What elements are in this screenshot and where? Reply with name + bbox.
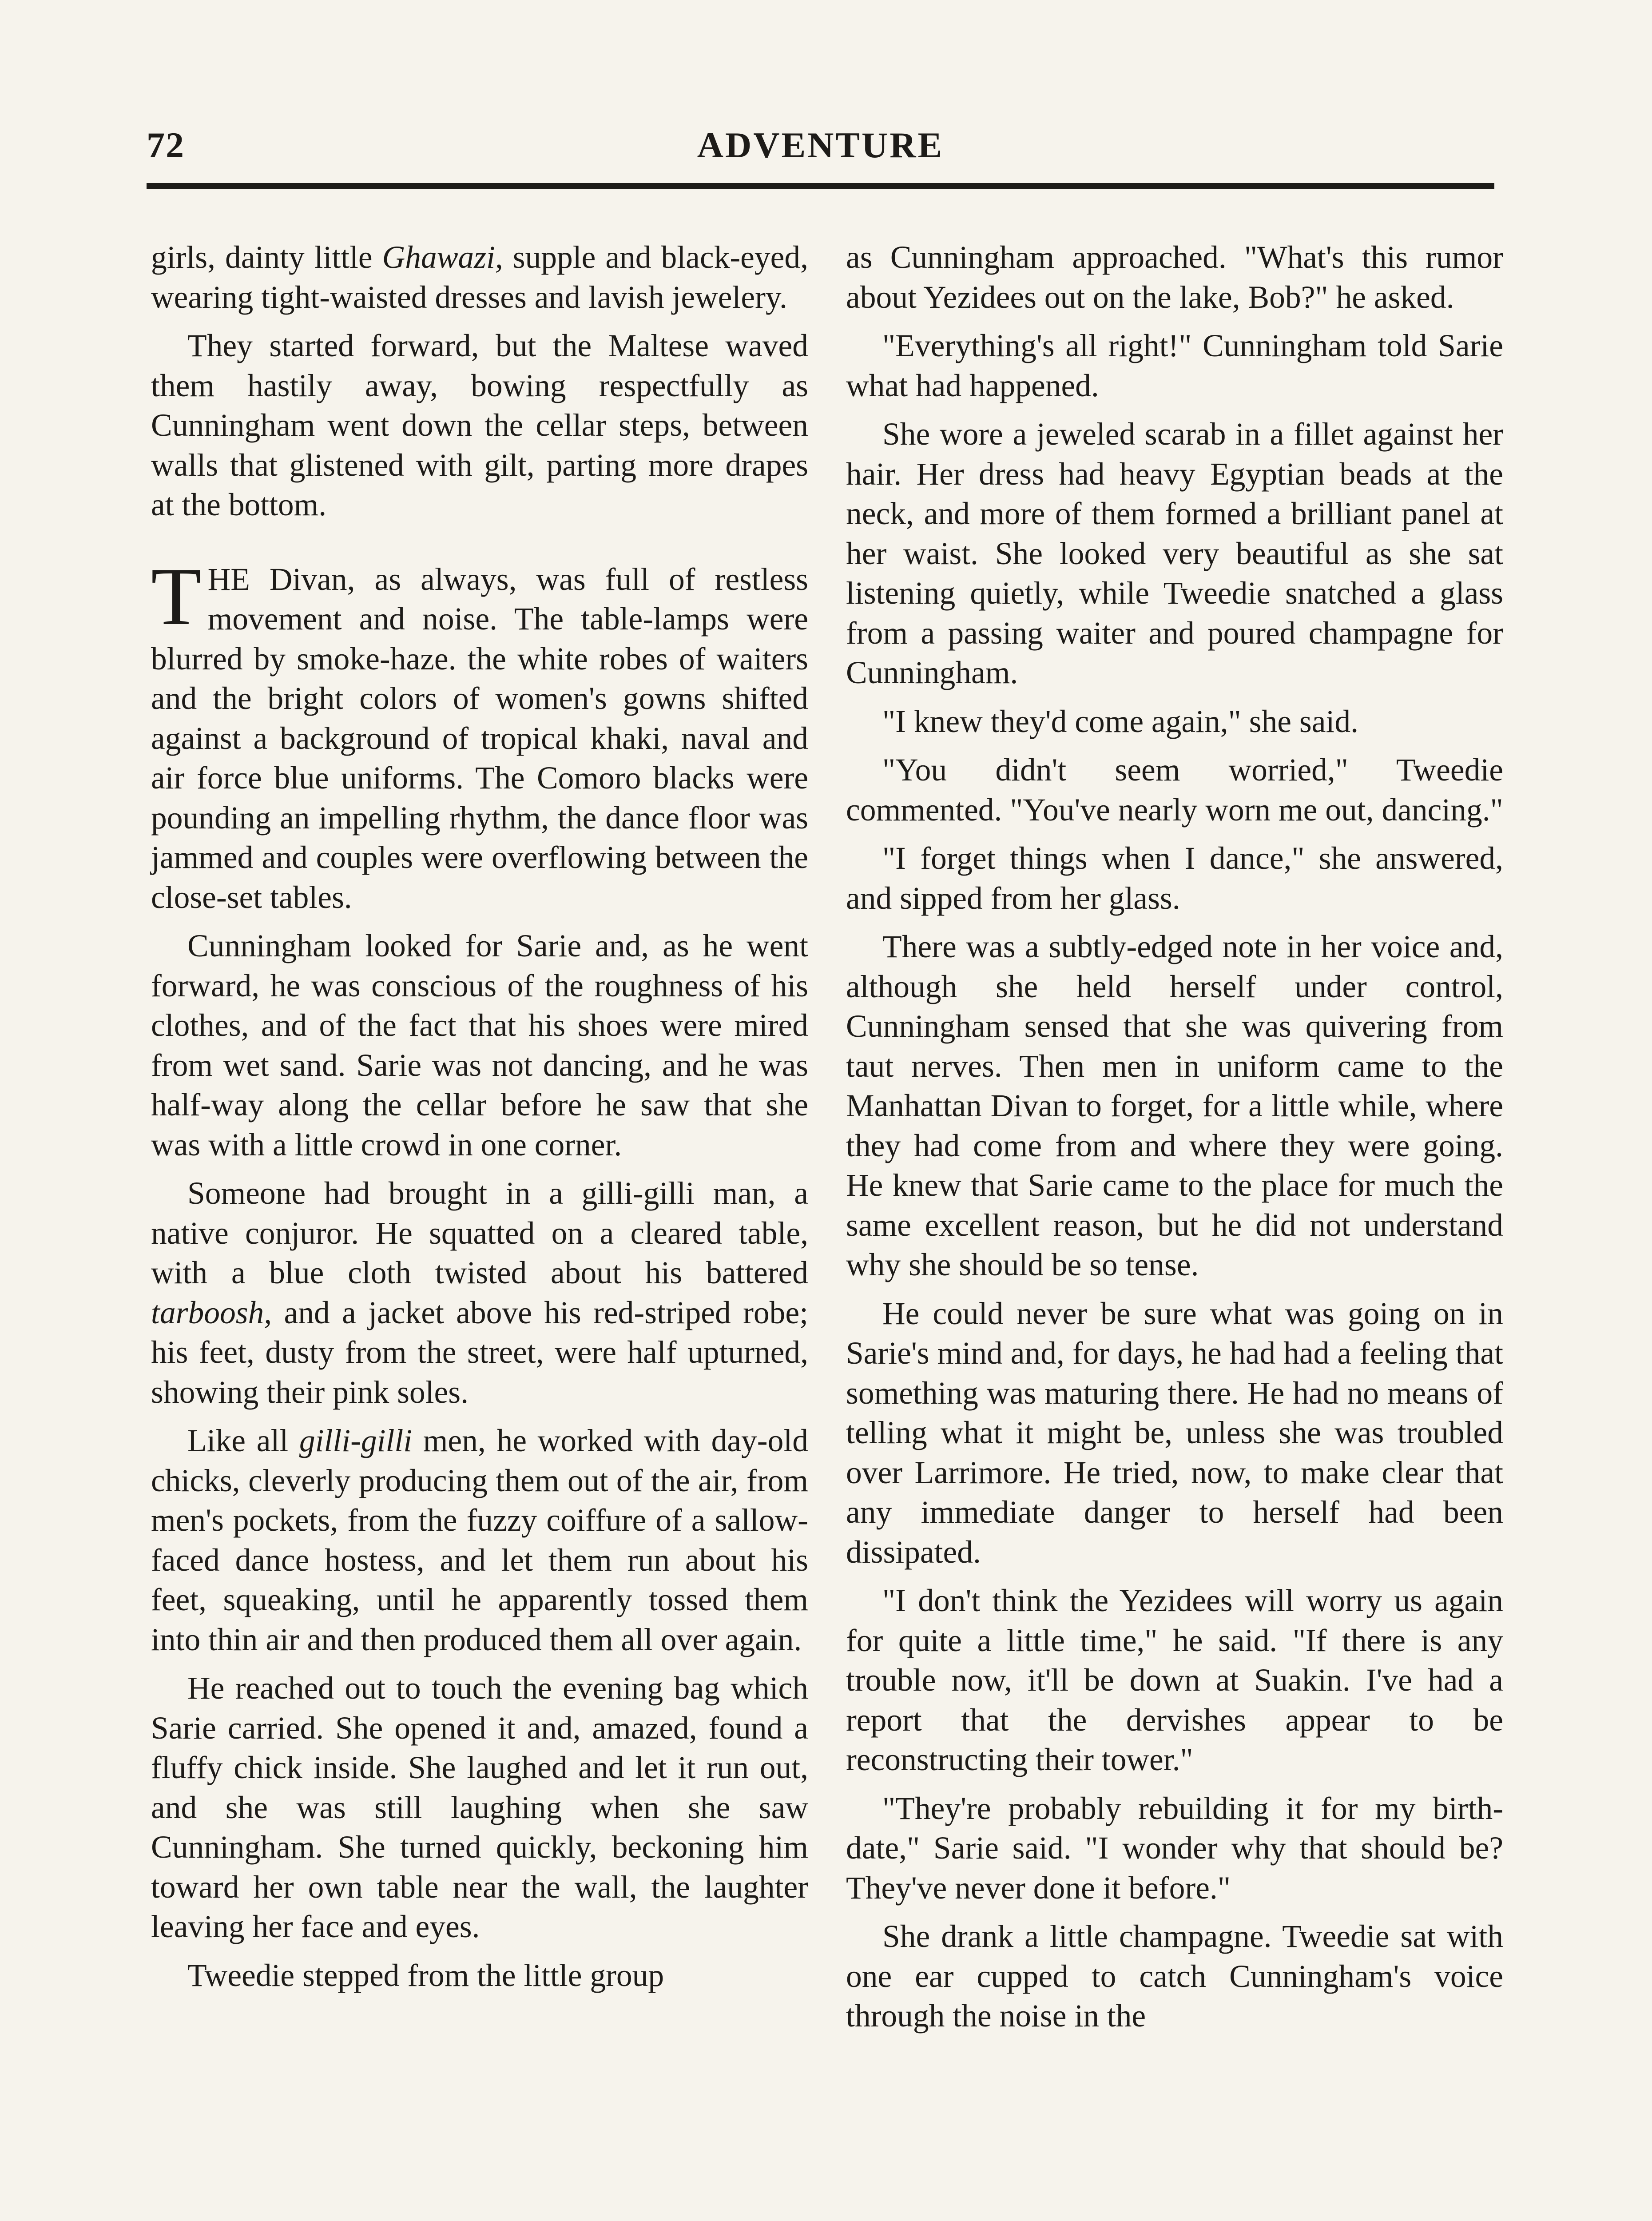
italic-term: gilli-gilli (299, 1423, 413, 1458)
paragraph: He could never be sure what was going on in Sarie's mind and, for days, he had had a feeling that something was maturing there. He had no means of telling what it might be, unless she was troubled over Larrimore. He tried, now, to make clear that any immediate danger to herself had been dissipated. (846, 1296, 1503, 1570)
paragraph: Someone had brought in a gilli-gilli man, a native conjuror. He squatted on a cleared table, with a blue cloth twisted about his battered tarboosh, and a jacket above his red-striped robe; his feet, dusty from the street, were half upturned, showing their pink soles. (151, 1176, 808, 1410)
paragraph: "I forget things when I dance," she answered, and sipped from her glass. (846, 841, 1503, 916)
paragraph: They started forward, but the Maltese waved them hastily away, bowing respectfully as Cunningham went down the cellar steps, between walls that glistened with gilt, parting more drapes at the bottom. (151, 328, 808, 522)
right-column (846, 238, 1503, 2045)
section-start-paragraph: THE Divan, as always, was full of restless movement and noise. The table-lamps were blurred by smoke-haze. the white robes of waiters and the bright colors of women's gowns shifted against a background of tropical khaki, naval and air force blue uniforms. The Comoro blacks were pounding an impelling rhythm, the dance floor was jammed and couples were overflowing between the close-set tables. (151, 550, 808, 915)
paragraph: "They're probably rebuilding it for my birth-date," Sarie said. "I wonder why that should be? They've never done it before." (846, 1791, 1503, 1906)
italic-term: Ghawazi, (382, 240, 503, 275)
paragraph: She wore a jeweled scarab in a fillet against her hair. Her dress had heavy Egyptian beads at the neck, and more of them formed a brilliant panel at her waist. She looked very beautiful as she sat listening quietly, while Tweedie snatched a glass from a passing waiter and poured champagne for Cunningham. (846, 417, 1503, 690)
running-title: ADVENTURE (697, 125, 944, 165)
paragraph: Tweedie stepped from the little group (187, 1958, 664, 1993)
paragraph: She drank a little champagne. Tweedie sat with one ear cupped to catch Cunningham's voice through the noise in the (846, 1919, 1503, 2034)
header-rule (147, 183, 1494, 189)
paragraph: as Cunningham approached. "What's this rumor about Yezidees out on the lake, Bob?" he asked. (846, 240, 1503, 315)
page-header (147, 124, 1494, 173)
paragraph: Like all gilli-gilli men, he worked with day-old chicks, cleverly producing them out of the air, from men's pockets, from the fuzzy coiffure of a sallow-faced dance hostess, and let them run about his feet, squeaking, until he apparently tossed them into thin air and then produced them all over again. (151, 1423, 808, 1657)
paragraph: He reached out to touch the evening bag which Sarie carried. She opened it and, amazed, found a fluffy chick inside. She laughed and let it run out, and she was still laughing when she saw Cunningham. She turned quickly, beckoning him toward her own table near the wall, the laughter leaving her face and eyes. (151, 1671, 808, 1944)
paragraph: Cunningham looked for Sarie and, as he went forward, he was conscious of the roughness of his clothes, and of the fact that his shoes were mired from wet sand. Sarie was not dancing, and he was half-way along the cellar before he saw that she was with a little crowd in one corner. (151, 928, 808, 1162)
paragraph: "Everything's all right!" Cunningham told Sarie what had happened. (846, 328, 1503, 403)
paragraph: "You didn't seem worried," Tweedie commented. "You've nearly worn me out, dancing." (846, 752, 1503, 828)
page-number: 72 (147, 125, 185, 165)
drop-cap: T (151, 550, 202, 642)
paragraph: girls, dainty little Ghawazi, supple and black-eyed, wearing tight-waisted dresses and lavish jewelery. (151, 240, 808, 315)
paragraph: There was a subtly-edged note in her voice and, although she held herself under control, Cunningham sensed that she was quivering from taut nerves. Then men in uniform came to the Manhattan Divan to forget, for a little while, where they had come from and where they were going. He knew that Sarie came to the place for much the same excellent reason, but he did not understand why she should be so tense. (846, 929, 1503, 1282)
paragraph: "I knew they'd come again," she said. (882, 704, 1358, 739)
left-column (151, 238, 808, 2004)
paragraph: "I don't think the Yezidees will worry us again for quite a little time," he said. "If there is any trouble now, it'll be down at Suakin. I've had a report that the dervishes appear to be reconstructing their tower." (846, 1583, 1503, 1777)
italic-term: tarboosh, (151, 1295, 272, 1330)
